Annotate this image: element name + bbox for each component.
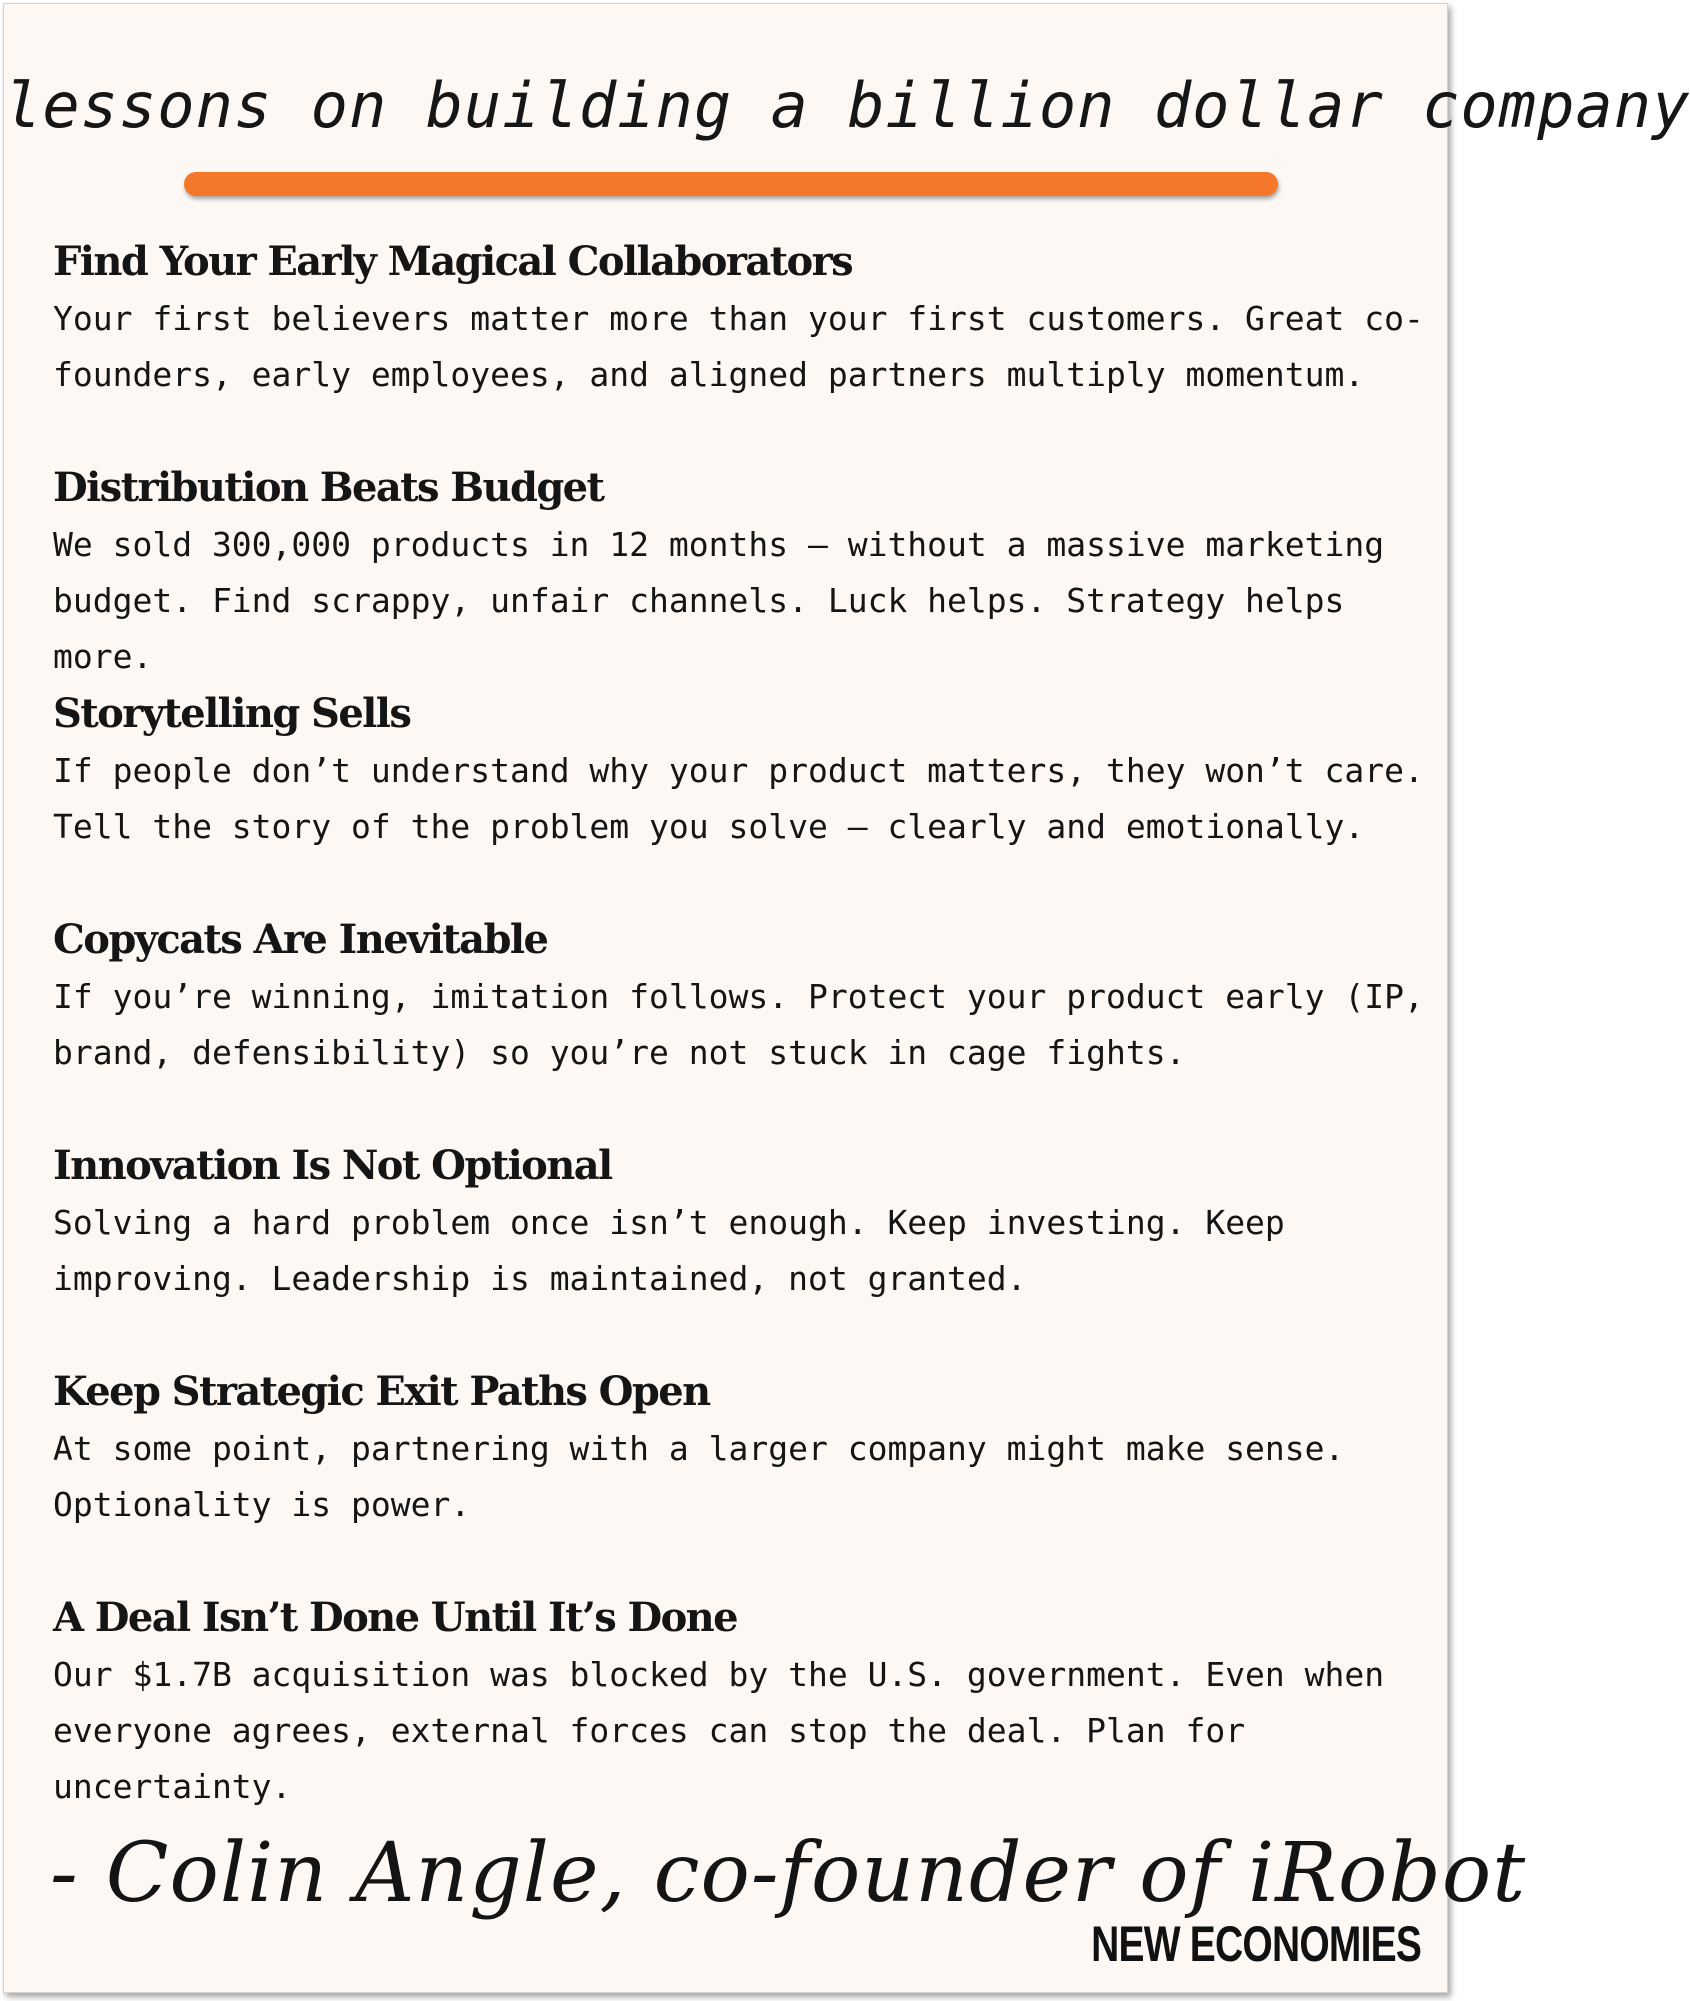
section-body: If you’re winning, imitation follows. Protect your product early (IP, brand, defensibility) so you’re not stuck in cage fights.	[53, 977, 1424, 1072]
section-body: At some point, partnering with a larger company might make sense. Optionality is power.	[53, 1429, 1345, 1524]
section-body: We sold 300,000 products in 12 months – without a massive marketing budget. Find scrappy, unfair channels. Luck helps. Strategy helps more.	[53, 525, 1385, 676]
section-body: Your first believers matter more than your first customers. Great co-founders, early employees, and aligned partners multiply momentum.	[53, 299, 1424, 394]
section-body: If people don’t understand why your product matters, they won’t care. Tell the story of the problem you solve – clearly and emotionally.	[53, 751, 1424, 846]
section-distribution	[53, 462, 1423, 685]
section-heading: Copycats Are Inevitable	[53, 916, 548, 963]
attribution-signature: - Colin Angle, co-founder of iRobot	[50, 1826, 1527, 1921]
section-heading: Keep Strategic Exit Paths Open	[53, 1368, 710, 1415]
section-copycats	[53, 914, 1423, 1081]
document-card	[3, 3, 1690, 1993]
page-title: lessons on building a billion dollar company	[4, 69, 1690, 142]
section-heading: Find Your Early Magical Collaborators	[53, 238, 853, 285]
section-exit-paths	[53, 1366, 1423, 1533]
section-heading: Distribution Beats Budget	[53, 464, 604, 511]
brand-logo: NEW ECONOMIES	[1090, 1916, 1421, 1972]
section-body: Our $1.7B acquisition was blocked by the U.S. government. Even when everyone agrees, external forces can stop the deal. Plan for uncertainty.	[53, 1655, 1385, 1806]
title-underline	[184, 172, 1278, 196]
section-body: Solving a hard problem once isn’t enough. Keep investing. Keep improving. Leadership is maintained, not granted.	[53, 1203, 1285, 1298]
section-heading: Storytelling Sells	[53, 690, 411, 737]
section-collaborators	[53, 236, 1423, 403]
section-heading: Innovation Is Not Optional	[53, 1142, 612, 1189]
section-storytelling	[53, 688, 1423, 855]
section-innovation	[53, 1140, 1423, 1307]
section-deal-done	[53, 1592, 1423, 1815]
section-heading: A Deal Isn’t Done Until It’s Done	[53, 1594, 738, 1641]
